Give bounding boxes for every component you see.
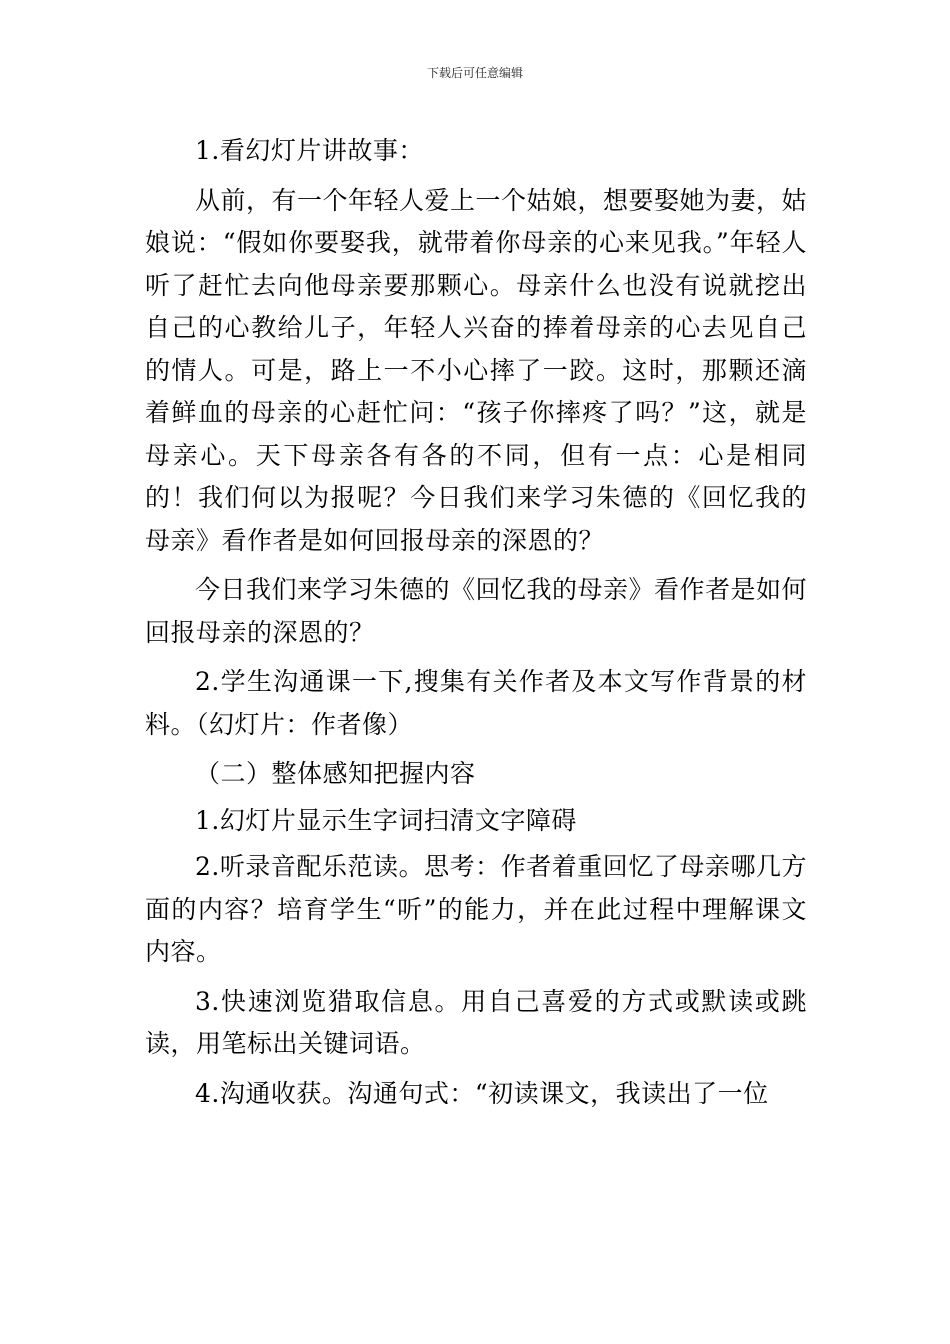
paragraph-2: 从前，有一个年轻人爱上一个姑娘，想要娶她为妻，姑娘说：“假如你要娶我，就带着你母亲的心来见我。”年轻人听了赶忙去向他母亲要那颗心。母亲什么也没有说就挖出自己的心教给儿子，年轻人兴奋的捧着母亲的心去见自己的情人。可是，路上一不小心摔了一跤。这时，那颗还滴着鲜血的母亲的心赶忙问：“孩子你摔疼了吗？”这，就是母亲心。天下母亲各有各的不同，但有一点：心是相同的！我们何以为报呢？今日我们来学习朱德的《回忆我的母亲》看作者是如何回报母亲的深恩的？ [145,185,808,555]
paragraph-4: 2.学生沟通课一下,搜集有关作者及本文写作背景的材料。（幻灯片：作者像） [145,667,807,739]
paragraph-1: 1.看幻灯片讲故事： [195,136,424,165]
header-note: 下载后可任意编辑 [426,66,523,80]
paragraph-5: （二）整体感知把握内容 [195,759,476,788]
paragraph-9: 4.沟通收获。沟通句式：“初读课文，我读出了一位 [195,1078,769,1108]
document-body [145,130,807,1122]
paragraph-3: 今日我们来学习朱德的《回忆我的母亲》看作者是如何回报母亲的深恩的？ [145,575,808,647]
paragraph-7: 2.听录音配乐范读。思考：作者着重回忆了母亲哪几方面的内容？培育学生“听”的能力，并在此过程中理解课文内容。 [145,852,807,966]
paragraph-8: 3.快速浏览猎取信息。用自己喜爱的方式或默读或跳读，用笔标出关键词语。 [145,986,807,1058]
paragraph-6: 1.幻灯片显示生字词扫清文字障碍 [195,805,577,835]
